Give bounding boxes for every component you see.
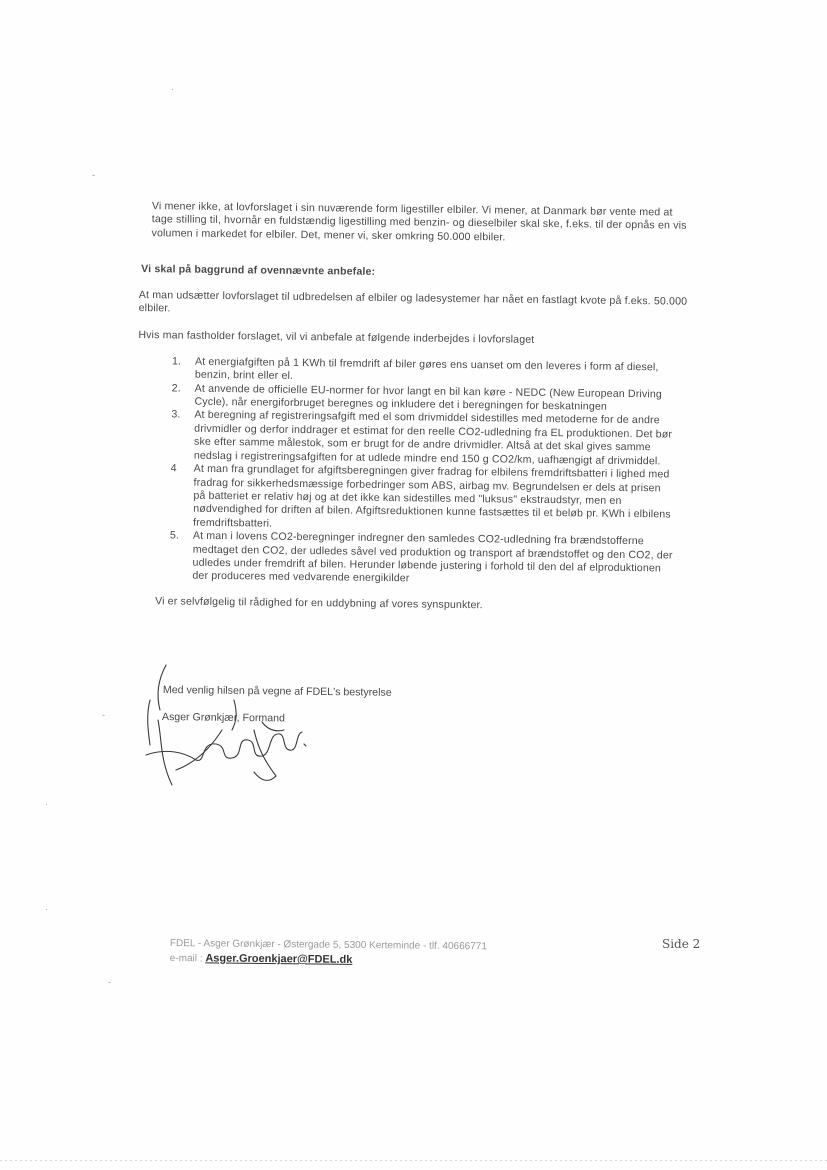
- signer-name: Asger Grønkjær, Formand: [161, 711, 286, 725]
- list-item-number: 4: [170, 462, 177, 475]
- scan-speck: -: [108, 977, 111, 987]
- list-item-number: 5.: [169, 529, 180, 542]
- scan-speck: ·: [45, 904, 48, 914]
- intro-paragraph: Vi mener ikke, at lovforslaget i sin nuværende form ligestiller elbiler. Vi mener, at Danmark bør vente med at tage stilling til, hvornår en fuldstændig ligestilling med benzin- og dieselbiler skal ske, f.eks. til der opnås en vis volumen i markedet for elbiler. Det, mener vi, sker omkring 50.000 elbiler.: [151, 200, 687, 244]
- scan-speck: -: [102, 710, 105, 720]
- list-item-text: At energiafgiften på 1 KWh til fremdrift af biler gøres ens uanset om den leveres i form af diesel, benzin, brint eller el.: [194, 355, 659, 383]
- footer-email-link[interactable]: Asger.Groenkjaer@FDEL.dk: [205, 952, 353, 966]
- greeting-line: Med venlig hilsen på vegne af FDEL's bestyrelse: [162, 684, 392, 699]
- footer-email-prefix: e-mail :: [169, 952, 203, 965]
- list-item: [137, 408, 677, 468]
- scan-speck: ·: [171, 84, 174, 94]
- list-lead-paragraph: Hvis man fastholder forslaget, vil vi anbefale at følgende inderbejdes i lovforslaget: [138, 329, 535, 347]
- list-item-text: At man i lovens CO2-beregninger indregner den samledes CO2-udledning fra brændstofferne medtaget den CO2, der udledes såvel ved produktion og transport af brændstoffet og den CO2, der udledes under fremdrift af bilen. Herunder løbende justering i forhold til den del af elproduktionen der produceres med vedvarende energikilder: [192, 529, 673, 585]
- handwritten-signature: [136, 660, 326, 800]
- list-item-number: 2.: [171, 382, 181, 395]
- scan-bottom-edge: [0, 1160, 827, 1161]
- closing-paragraph: Vi er selvfølgelig til rådighed for en uddybning af vores synspunkter.: [155, 594, 483, 611]
- list-item: [136, 462, 676, 536]
- list-item-number: 3.: [171, 408, 181, 421]
- scan-speck: ·: [45, 799, 48, 809]
- list-item-text: At beregning af registreringsafgift med el som drivmiddel sidestilles med metoderne for de andre drivmidler og derfor inddrager et estimat for den reelle CO2-udledning fra EL produktionen. Det bør ske efter samme målestok, som er brugt for de andre drivmidler. Altså at det skal gives samme nedslag i registreringsafgiften for at udlede mindre end 150 g CO2/km, uafhængigt af drivmiddel.: [193, 409, 673, 468]
- page-number: Side 2: [662, 937, 701, 951]
- footer-address: FDEL - Asger Grønkjær - Østergade 5, 5300 Kerteminde - tlf. 40666771: [169, 937, 487, 953]
- list-item-text: At anvende de officielle EU-normer for hvor langt en bil kan køre - NEDC (New European Driving Cycle), når energiforbruget beregnes og inkludere det i beregningen for beskatningen: [194, 382, 663, 413]
- scan-speck: -: [92, 170, 95, 180]
- recommendation-list: [135, 355, 698, 590]
- letter-body: [135, 200, 700, 615]
- list-item: [135, 529, 675, 589]
- page-footer: [170, 936, 487, 969]
- list-item-number: 1.: [171, 355, 182, 368]
- recommendation-heading: Vi skal på baggrund af ovennævnte anbefale:: [141, 263, 376, 279]
- list-item-text: At man fra grundlaget for afgiftsberegningen giver fradrag for elbilens fremdriftsbatteri i lighed med fradrag for sikkerhedsmæssige forbedringer som ABS, airbag mv. Begrundelsen er dels at prisen på batteriet er relativ høj og at det ikke kan sidestilles med "luksus" ekstraudstyr, men en nødvendighed for driften af bilen. Afgiftsreduktionen kunne fastsættes til et beløb pr. KWh i elbilens fremdriftsbatteri.: [192, 462, 671, 530]
- recommendation-paragraph: At man udsætter lovforslaget til udbredelsen af elbiler og ladesystemer har nået en fastlagt kvote på f.eks. 50.000 elbiler.: [138, 288, 688, 315]
